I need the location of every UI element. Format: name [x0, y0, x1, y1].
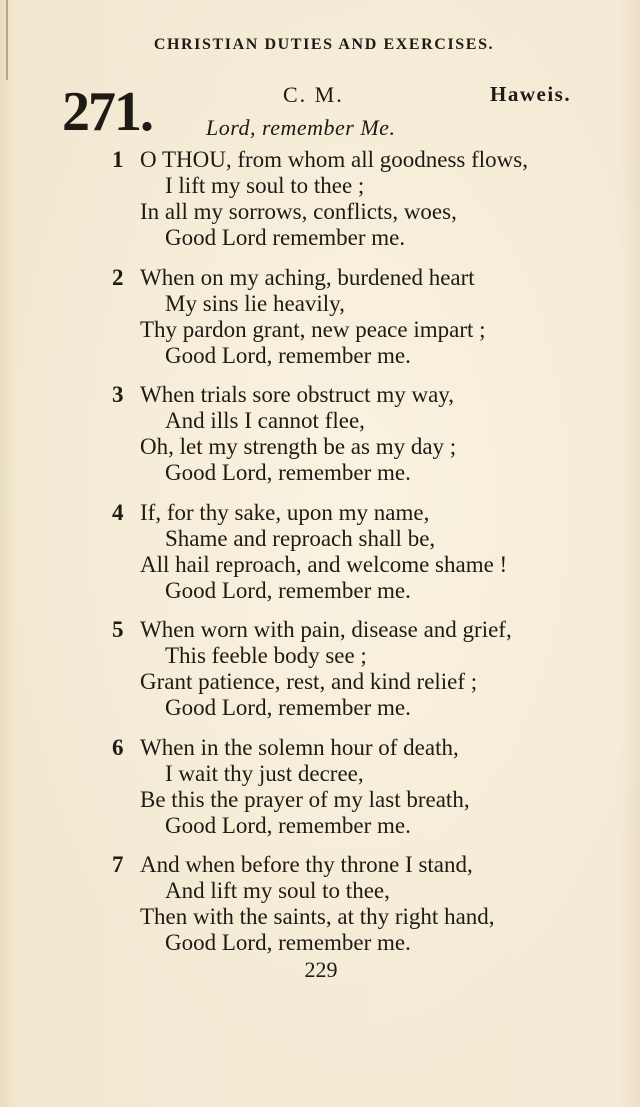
verse	[0, 498, 640, 616]
verse-line: Then with the saints, at thy right hand,	[140, 904, 495, 929]
verse-line: O THOU, from whom all goodness flows,	[140, 147, 528, 172]
verse-number: 5	[112, 617, 124, 642]
verse	[0, 850, 640, 968]
page-number: 229	[304, 957, 338, 982]
verse-number: 7	[112, 852, 124, 877]
verse-line: Good Lord, remember me.	[165, 812, 411, 838]
running-head: CHRISTIAN DUTIES AND EXERCISES.	[153, 36, 495, 53]
verse-line: And ills I cannot flee,	[165, 408, 365, 433]
verse-line: Good Lord, remember me.	[165, 930, 411, 955]
verse-line: Good Lord, remember me.	[165, 695, 411, 720]
verses	[0, 145, 640, 968]
verse-line: This feeble body see ;	[165, 643, 367, 668]
verse-line: Good Lord, remember me.	[165, 577, 411, 603]
verse-line: Be this the prayer of my last breath,	[140, 786, 470, 812]
verse-line: When in the solemn hour of death,	[140, 734, 459, 760]
verse	[0, 380, 640, 498]
hymn-composer: Haweis.	[490, 82, 572, 106]
verse-line: Good Lord, remember me.	[165, 460, 411, 485]
verse-line: When on my aching, burdened heart	[140, 264, 475, 290]
hymn-title: Lord, remember Me.	[206, 115, 396, 140]
verse-line: And when before thy throne I stand,	[140, 852, 473, 877]
verse-line: Good Lord remember me.	[165, 225, 406, 250]
verse	[0, 263, 640, 381]
verse-line: All hail reproach, and welcome shame !	[140, 551, 508, 577]
hymn-number: 271.	[62, 81, 152, 143]
verse-line: I wait thy just decree,	[165, 760, 364, 786]
verse-line: Thy pardon grant, new peace impart ;	[140, 316, 486, 342]
verse-line: I lift my soul to thee ;	[165, 173, 365, 198]
verse-line: If, for thy sake, upon my name,	[140, 499, 430, 525]
verse	[0, 733, 640, 851]
hymn-meter: C. M.	[283, 82, 344, 107]
verse	[0, 615, 640, 733]
verse-line: In all my sorrows, conflicts, woes,	[140, 199, 457, 224]
verse-line: Grant patience, rest, and kind relief ;	[140, 669, 478, 694]
verse-number: 2	[112, 264, 124, 290]
verse-line: My sins lie heavily,	[165, 290, 345, 316]
verse-line: Shame and reproach shall be,	[165, 525, 436, 551]
verse-number: 4	[112, 499, 124, 525]
verse-number: 1	[112, 147, 124, 172]
verse	[0, 145, 640, 263]
verse-number: 6	[112, 734, 124, 760]
verse-line: When worn with pain, disease and grief,	[140, 617, 512, 642]
verse-line: Good Lord, remember me.	[165, 342, 411, 368]
verse-number: 3	[112, 382, 124, 407]
verse-line: And lift my soul to thee,	[165, 878, 390, 903]
verse-line: When trials sore obstruct my way,	[140, 382, 455, 407]
verse-line: Oh, let my strength be as my day ;	[140, 434, 457, 459]
